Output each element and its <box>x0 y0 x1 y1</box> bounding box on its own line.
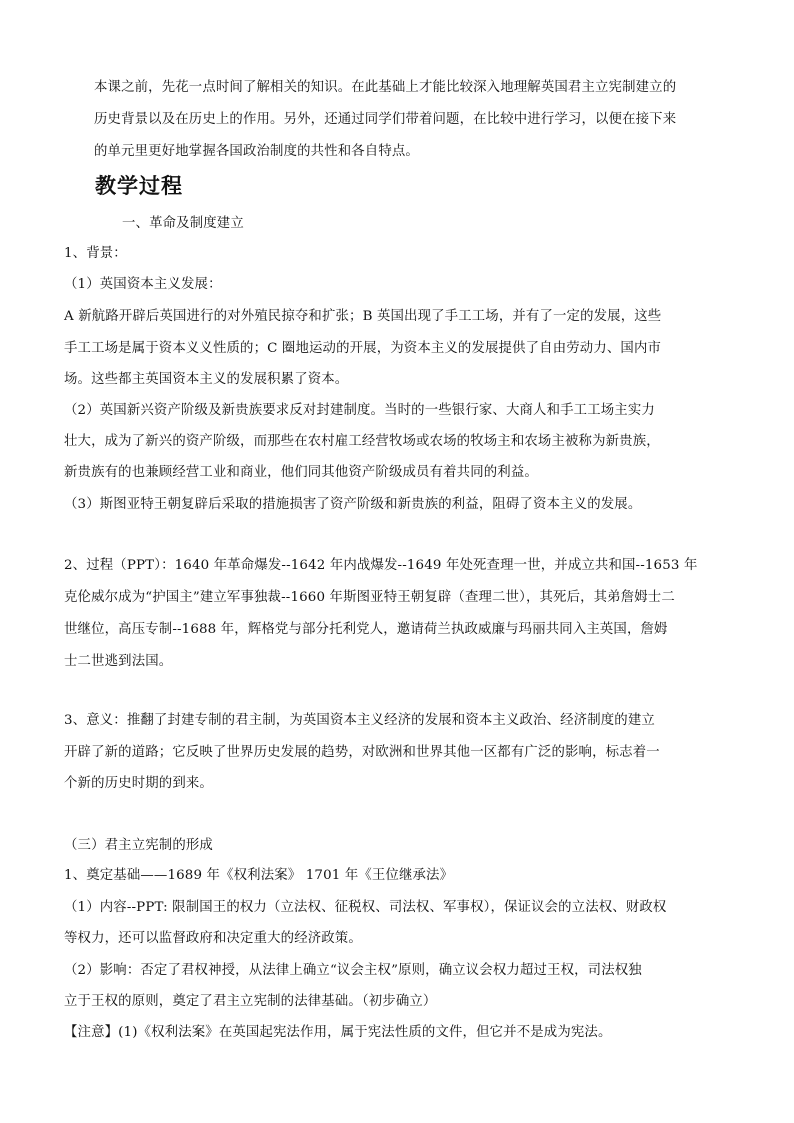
section-heading: 教学过程 <box>95 173 183 198</box>
item2-line-3: 新贵族有的也兼顾经营工业和商业，他们同其他资产阶级成员有着共同的利益。 <box>64 465 538 480</box>
process-line-1: 2、过程（PPT）：1640 年革命爆发--1642 年内战爆发--1649 年处死查理一世，并成立共和国--1653 年 <box>64 558 698 573</box>
process-line-3: 世继位，高压专制--1688 年，辉格党与部分托利党人，邀请荷兰执政威廉与玛丽共同入主英国，詹姆 <box>64 622 668 637</box>
intro-line-2: 历史背景以及在历史上的作用。另外，还通过同学们带着问题，在比较中进行学习，以便在接下来 <box>94 112 677 127</box>
impact-line-1: （2）影响：否定了君权神授，从法律上确立“议会主权”原则，确立议会权力超过王权，司法权独 <box>64 963 642 978</box>
item1-line-1: A 新航路开辟后英国进行的对外殖民掠夺和扩张；B 英国出现了手工工场，并有了一定的发展，这些 <box>64 309 662 324</box>
intro-line-1: 本课之前，先花一点时间了解相关的知识。在此基础上才能比较深入地理解英国君主立宪制建立的 <box>94 80 677 95</box>
meaning-line-1: 3、意义：推翻了封建专制的君主制，为英国资本主义经济的发展和资本主义政治、经济制度的建立 <box>64 713 655 728</box>
item2-line-2: 壮大，成为了新兴的资产阶级，而那些在农村雇工经营牧场或农场的牧场主和农场主被称为新贵族， <box>64 434 660 449</box>
meaning-line-3: 个新的历史时期的到来。 <box>64 776 213 791</box>
intro-line-3: 的单元里更好地掌握各国政治制度的共性和各自特点。 <box>94 144 419 159</box>
section1-title: 一、革命及制度建立 <box>122 216 244 231</box>
content-line-1: （1）内容--PPT: 限制国王的权力（立法权、征税权、司法权、军事权），保证议会的立法权、财政权 <box>64 900 667 915</box>
foundation-line: 1、奠定基础——1689 年《权利法案》 1701 年《王位继承法》 <box>64 868 454 883</box>
item1-line-2: 手工工场是属于资本义义性质的；C 圈地运动的开展，为资本主义的发展提供了自由劳动力、国内市 <box>64 341 662 356</box>
background-label: 1、背景： <box>64 246 127 261</box>
note-line: 【注意】(1)《权利法案》在英国起宪法作用，属于宪法性质的文件，但它并不是成为宪法。 <box>64 1025 612 1040</box>
item3-line: （3）斯图亚特王朝复辟后采取的措施损害了资产阶级和新贵族的利益，阻碍了资本主义的发展。 <box>64 497 642 512</box>
item1-title: （1）英国资本主义发展： <box>64 277 222 292</box>
process-line-2: 克伦威尔成为“护国主”建立军事独裁--1660 年斯图亚特王朝复辟（查理二世），其死后，其弟詹姆士二 <box>64 590 675 605</box>
item2-line-1: （2）英国新兴资产阶级及新贵族要求反对封建制度。当时的一些银行家、大商人和手工工场主实力 <box>64 403 655 418</box>
section3-title: （三）君主立宪制的形成 <box>64 838 213 853</box>
content-line-2: 等权力，还可以监督政府和决定重大的经济政策。 <box>64 931 362 946</box>
process-line-4: 士二世逃到法国。 <box>64 654 173 669</box>
impact-line-2: 立于王权的原则，奠定了君主立宪制的法律基础。（初步确立） <box>64 994 437 1009</box>
item1-line-3: 场。这些都主英国资本主义的发展积累了资本。 <box>64 372 349 387</box>
meaning-line-2: 开辟了新的道路；它反映了世界历史发展的趋势，对欧洲和世界其他一区都有广泛的影响，标志着一 <box>64 745 660 760</box>
